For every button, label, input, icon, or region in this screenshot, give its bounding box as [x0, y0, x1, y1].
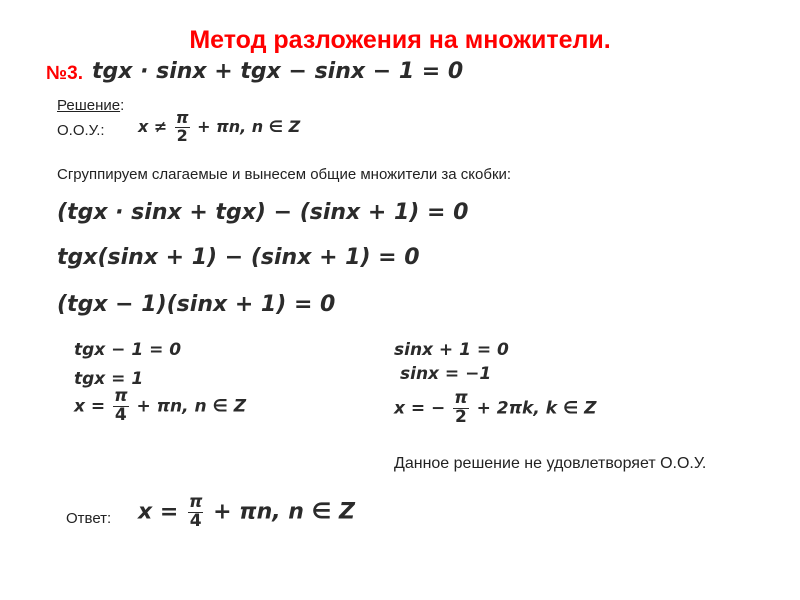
grouping-instruction: Сгруппируем слагаемые и вынесем общие множители за скобки: [57, 166, 512, 183]
odz-label: О.О.У.: [57, 122, 105, 139]
right-case-fraction: $\frac{\pi}{2}$ [454, 388, 468, 427]
left-case-line-1: tgx − 1 = 0 [74, 340, 182, 360]
answer-label: Ответ: [66, 510, 112, 527]
page-title: Метод разложения на множители. [189, 26, 611, 54]
step-2: tgx(sinx + 1) − (sinx + 1) = 0 [57, 245, 420, 270]
problem-number: №3. [46, 63, 84, 84]
right-case-line-1: sinx + 1 = 0 [394, 340, 509, 360]
right-case-line-3: x = − $\frac{\pi}{2}$ + 2πk, k ∈ Z [394, 388, 597, 427]
left-case-fraction: $\frac{\pi}{4}$ [114, 386, 128, 425]
answer-fraction: $\frac{\pi}{4}$ [188, 492, 203, 531]
left-case-line-3: x = $\frac{\pi}{4}$ + πn, n ∈ Z [74, 386, 247, 425]
odz-formula: x ≠ $\frac{\pi}{2}$ + πn, n ∈ Z [138, 108, 301, 145]
problem-equation: tgx · sinx + tgx − sinx − 1 = 0 [92, 59, 464, 84]
odz-fraction: $\frac{\pi}{2}$ [175, 108, 189, 145]
step-1: (tgx · sinx + tgx) − (sinx + 1) = 0 [57, 200, 469, 225]
rejection-note: Данное решение не удовлетворяет О.О.У. [394, 455, 707, 472]
left-case-line-2: tgx = 1 [74, 369, 144, 389]
right-case-line-2: sinx = −1 [400, 364, 492, 384]
solution-label: Решение: [57, 97, 125, 114]
step-3: (tgx − 1)(sinx + 1) = 0 [57, 292, 336, 317]
answer-formula: x = $\frac{\pi}{4}$ + πn, n ∈ Z [138, 492, 355, 531]
